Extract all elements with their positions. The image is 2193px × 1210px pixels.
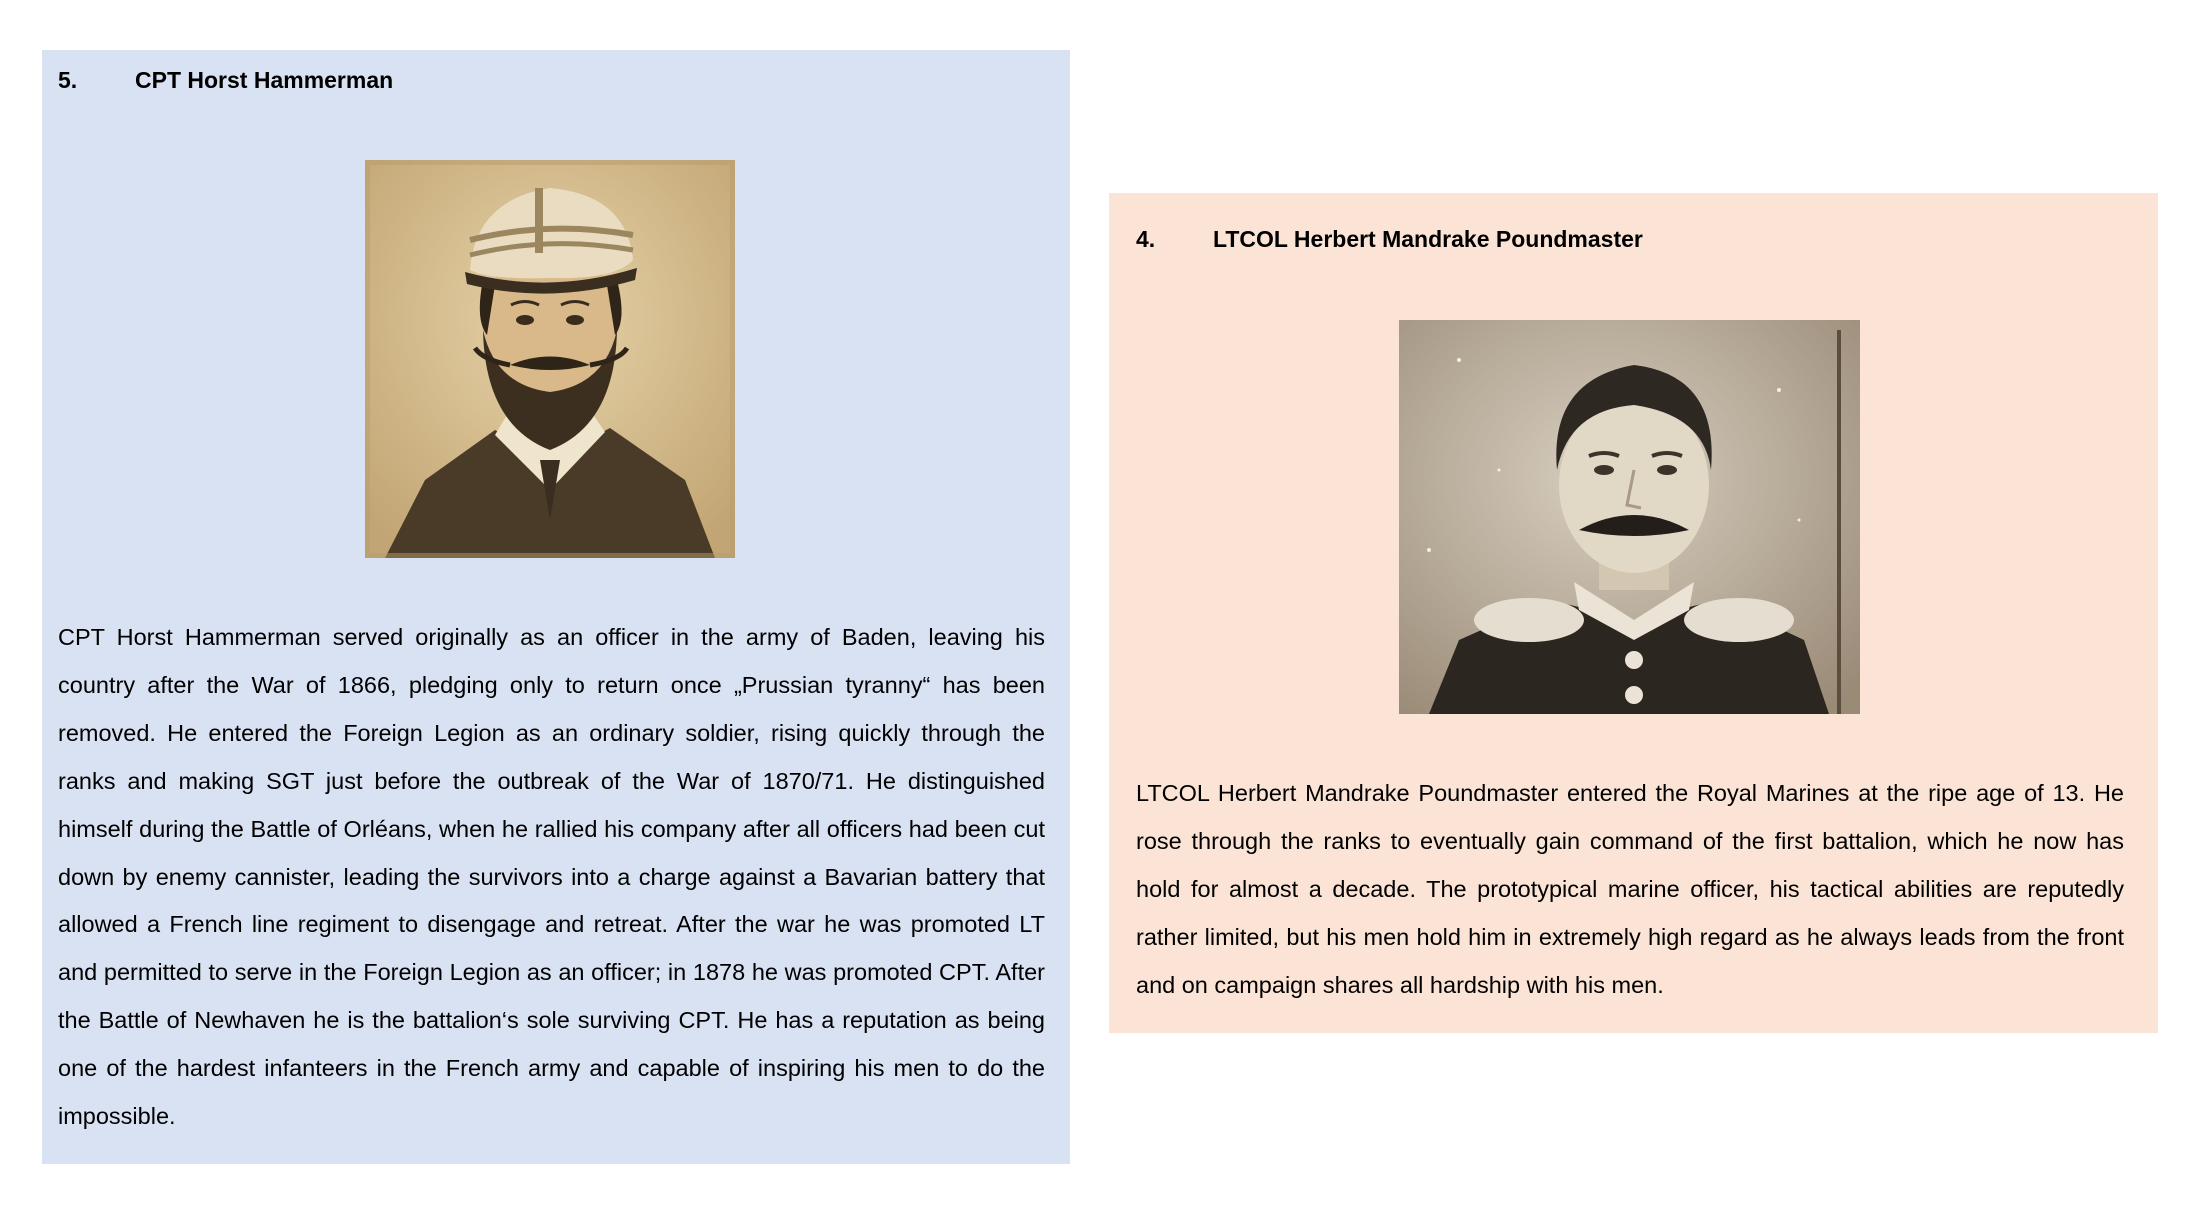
portrait-illustration: [1399, 320, 1860, 714]
officer-name: LTCOL Herbert Mandrake Poundmaster: [1213, 226, 1643, 252]
portrait-photo-hammerman: [365, 160, 735, 558]
officer-biography: LTCOL Herbert Mandrake Poundmaster entered the Royal Marines at the ripe age of 13. He rose through the ranks to eventually gain command of the first battalion, which he now has hold for almost a decade. The prototypical marine officer, his tactical abilities are reputedly rather limited, but his men hold him in extremely high regard as he always leads from the front and on campaign shares all hardship with his men.: [1136, 780, 2124, 998]
portrait-illustration: [365, 160, 735, 558]
officer-number: 5.: [58, 67, 78, 93]
officer-heading: [58, 66, 393, 94]
officer-heading: [1136, 225, 1643, 253]
officer-name: CPT Horst Hammerman: [135, 67, 394, 93]
officer-number: 4.: [1136, 226, 1156, 252]
officer-card-poundmaster: [1109, 193, 2158, 1033]
officer-biography: CPT Horst Hammerman served originally as an officer in the army of Baden, leaving his country after the War of 1866, pledging only to return once „Prussian tyranny“ has been removed. He entered the Foreign Legion as an ordinary soldier, rising quickly through the ranks and making SGT just before the outbreak of the War of 1870/71. He distinguished himself during the Battle of Orléans, when he rallied his company after all officers had been cut down by enemy cannister, leading the survivors into a charge against a Bavarian battery that allowed a French line regiment to disengage and retreat. After the war he was promoted LT and permitted to serve in the Foreign Legion as an officer; in 1878 he was promoted CPT. After the Battle of Newhaven he is the battalion‘s sole surviving CPT. He has a reputation as being one of the hardest infanteers in the French army and capable of inspiring his men to do the impossible.: [58, 624, 1045, 1130]
portrait-photo-poundmaster: [1399, 320, 1860, 714]
officer-card-hammerman: [42, 50, 1070, 1164]
